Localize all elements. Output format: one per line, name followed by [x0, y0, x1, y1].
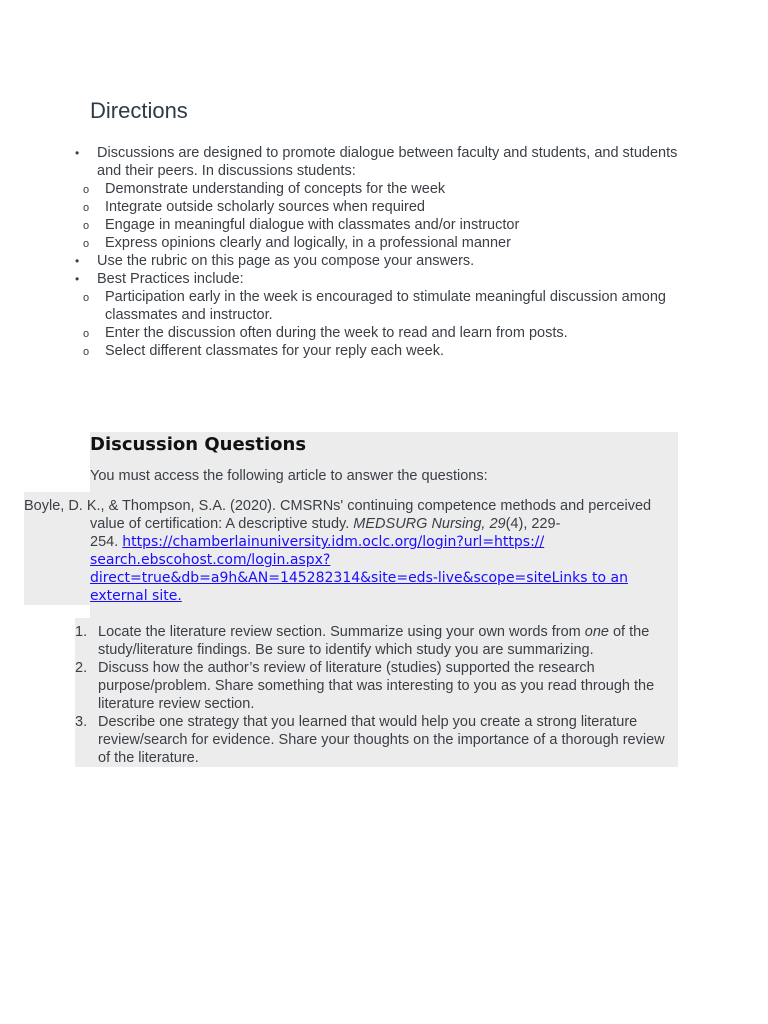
sub-bullet-marker: o: [83, 238, 90, 250]
question-emphasis: one: [584, 624, 609, 640]
list-item-text: Participation early in the week is encouraged to stimulate meaningful discussion among classmates and instructor.: [105, 289, 666, 323]
sub-bullet-marker: o: [83, 220, 90, 232]
list-item-text: Demonstrate understanding of concepts for the week: [105, 181, 446, 197]
bullet-marker: •: [75, 254, 80, 268]
sub-bullet-marker: o: [83, 184, 90, 196]
article-link-part: search.ebscohost.com/login.aspx?: [90, 552, 331, 568]
list-item: [0, 180, 680, 198]
list-item-text: Discussions are designed to promote dialogue between faculty and students, and students and their peers. In discussions students:: [97, 145, 678, 179]
list-item: [0, 342, 680, 360]
discussion-questions-heading: Discussion Questions: [90, 434, 307, 455]
reference-pages-end: 254.: [90, 534, 119, 550]
sub-bullet-marker: o: [83, 202, 90, 214]
reference-journal: MEDSURG Nursing, 29: [353, 516, 506, 532]
question-text-end: of the study/literature findings. Be sure to identify which study you are summarizing.: [98, 624, 650, 658]
reference-body: [24, 515, 680, 605]
bullet-marker: •: [75, 272, 80, 286]
question-number: 2.: [75, 660, 88, 676]
sub-bullet-marker: o: [83, 328, 90, 340]
article-link-part: https://chamberlainuniversity.idm.oclc.org/login?url=https://: [122, 534, 545, 550]
list-item: [0, 144, 680, 180]
discussion-intro: You must access the following article to answer the questions:: [90, 468, 488, 484]
question-number: 1.: [75, 624, 88, 640]
question-item: [0, 713, 680, 767]
list-item: [0, 216, 680, 234]
article-link-part: direct=true&db=a9h&AN=145282314&site=eds-live&scope=siteLinks to an: [90, 570, 628, 586]
reference-authors: Boyle, D. K., & Thompson, S.A. (2020). CMSRNs' continuing competence methods and perceived: [24, 498, 652, 514]
list-item: [0, 234, 680, 252]
question-item: [0, 623, 680, 659]
list-item-text: Engage in meaningful dialogue with classmates and/or instructor: [105, 217, 520, 233]
article-reference: [24, 497, 680, 605]
question-text: Locate the literature review section. Summarize using your own words from: [98, 624, 585, 640]
questions-list: [0, 623, 680, 767]
question-text: Describe one strategy that you learned that would help you create a strong literature review/search for evidence. Share your thoughts on the importance of a thorough review of the literature.: [98, 714, 665, 766]
sub-bullet-marker: o: [83, 292, 90, 304]
directions-list: [0, 144, 680, 360]
question-item: [0, 659, 680, 713]
bullet-marker: •: [75, 146, 80, 160]
list-item-text: Express opinions clearly and logically, in a professional manner: [105, 235, 511, 251]
question-text: Discuss how the author’s review of literature (studies) supported the research purpose/problem. Share something that was interesting to you as you read through the literature review section.: [98, 660, 655, 712]
article-link-part: external site.: [90, 588, 182, 604]
directions-heading: Directions: [90, 98, 188, 123]
reference-pages: (4), 229-: [505, 516, 561, 532]
list-item: [0, 270, 680, 288]
list-item-text: Enter the discussion often during the week to read and learn from posts.: [105, 325, 568, 341]
list-item: [0, 252, 680, 270]
list-item: [0, 324, 680, 342]
list-item-text: Use the rubric on this page as you compose your answers.: [97, 253, 475, 269]
list-item-text: Select different classmates for your reply each week.: [105, 343, 445, 359]
list-item: [0, 288, 680, 324]
list-item-text: Best Practices include:: [97, 271, 244, 287]
list-item-text: Integrate outside scholarly sources when required: [105, 199, 425, 215]
list-item: [0, 198, 680, 216]
sub-bullet-marker: o: [83, 346, 90, 358]
reference-title: value of certification: A descriptive study.: [90, 516, 350, 532]
question-number: 3.: [75, 714, 88, 730]
article-link[interactable]: [90, 534, 628, 604]
